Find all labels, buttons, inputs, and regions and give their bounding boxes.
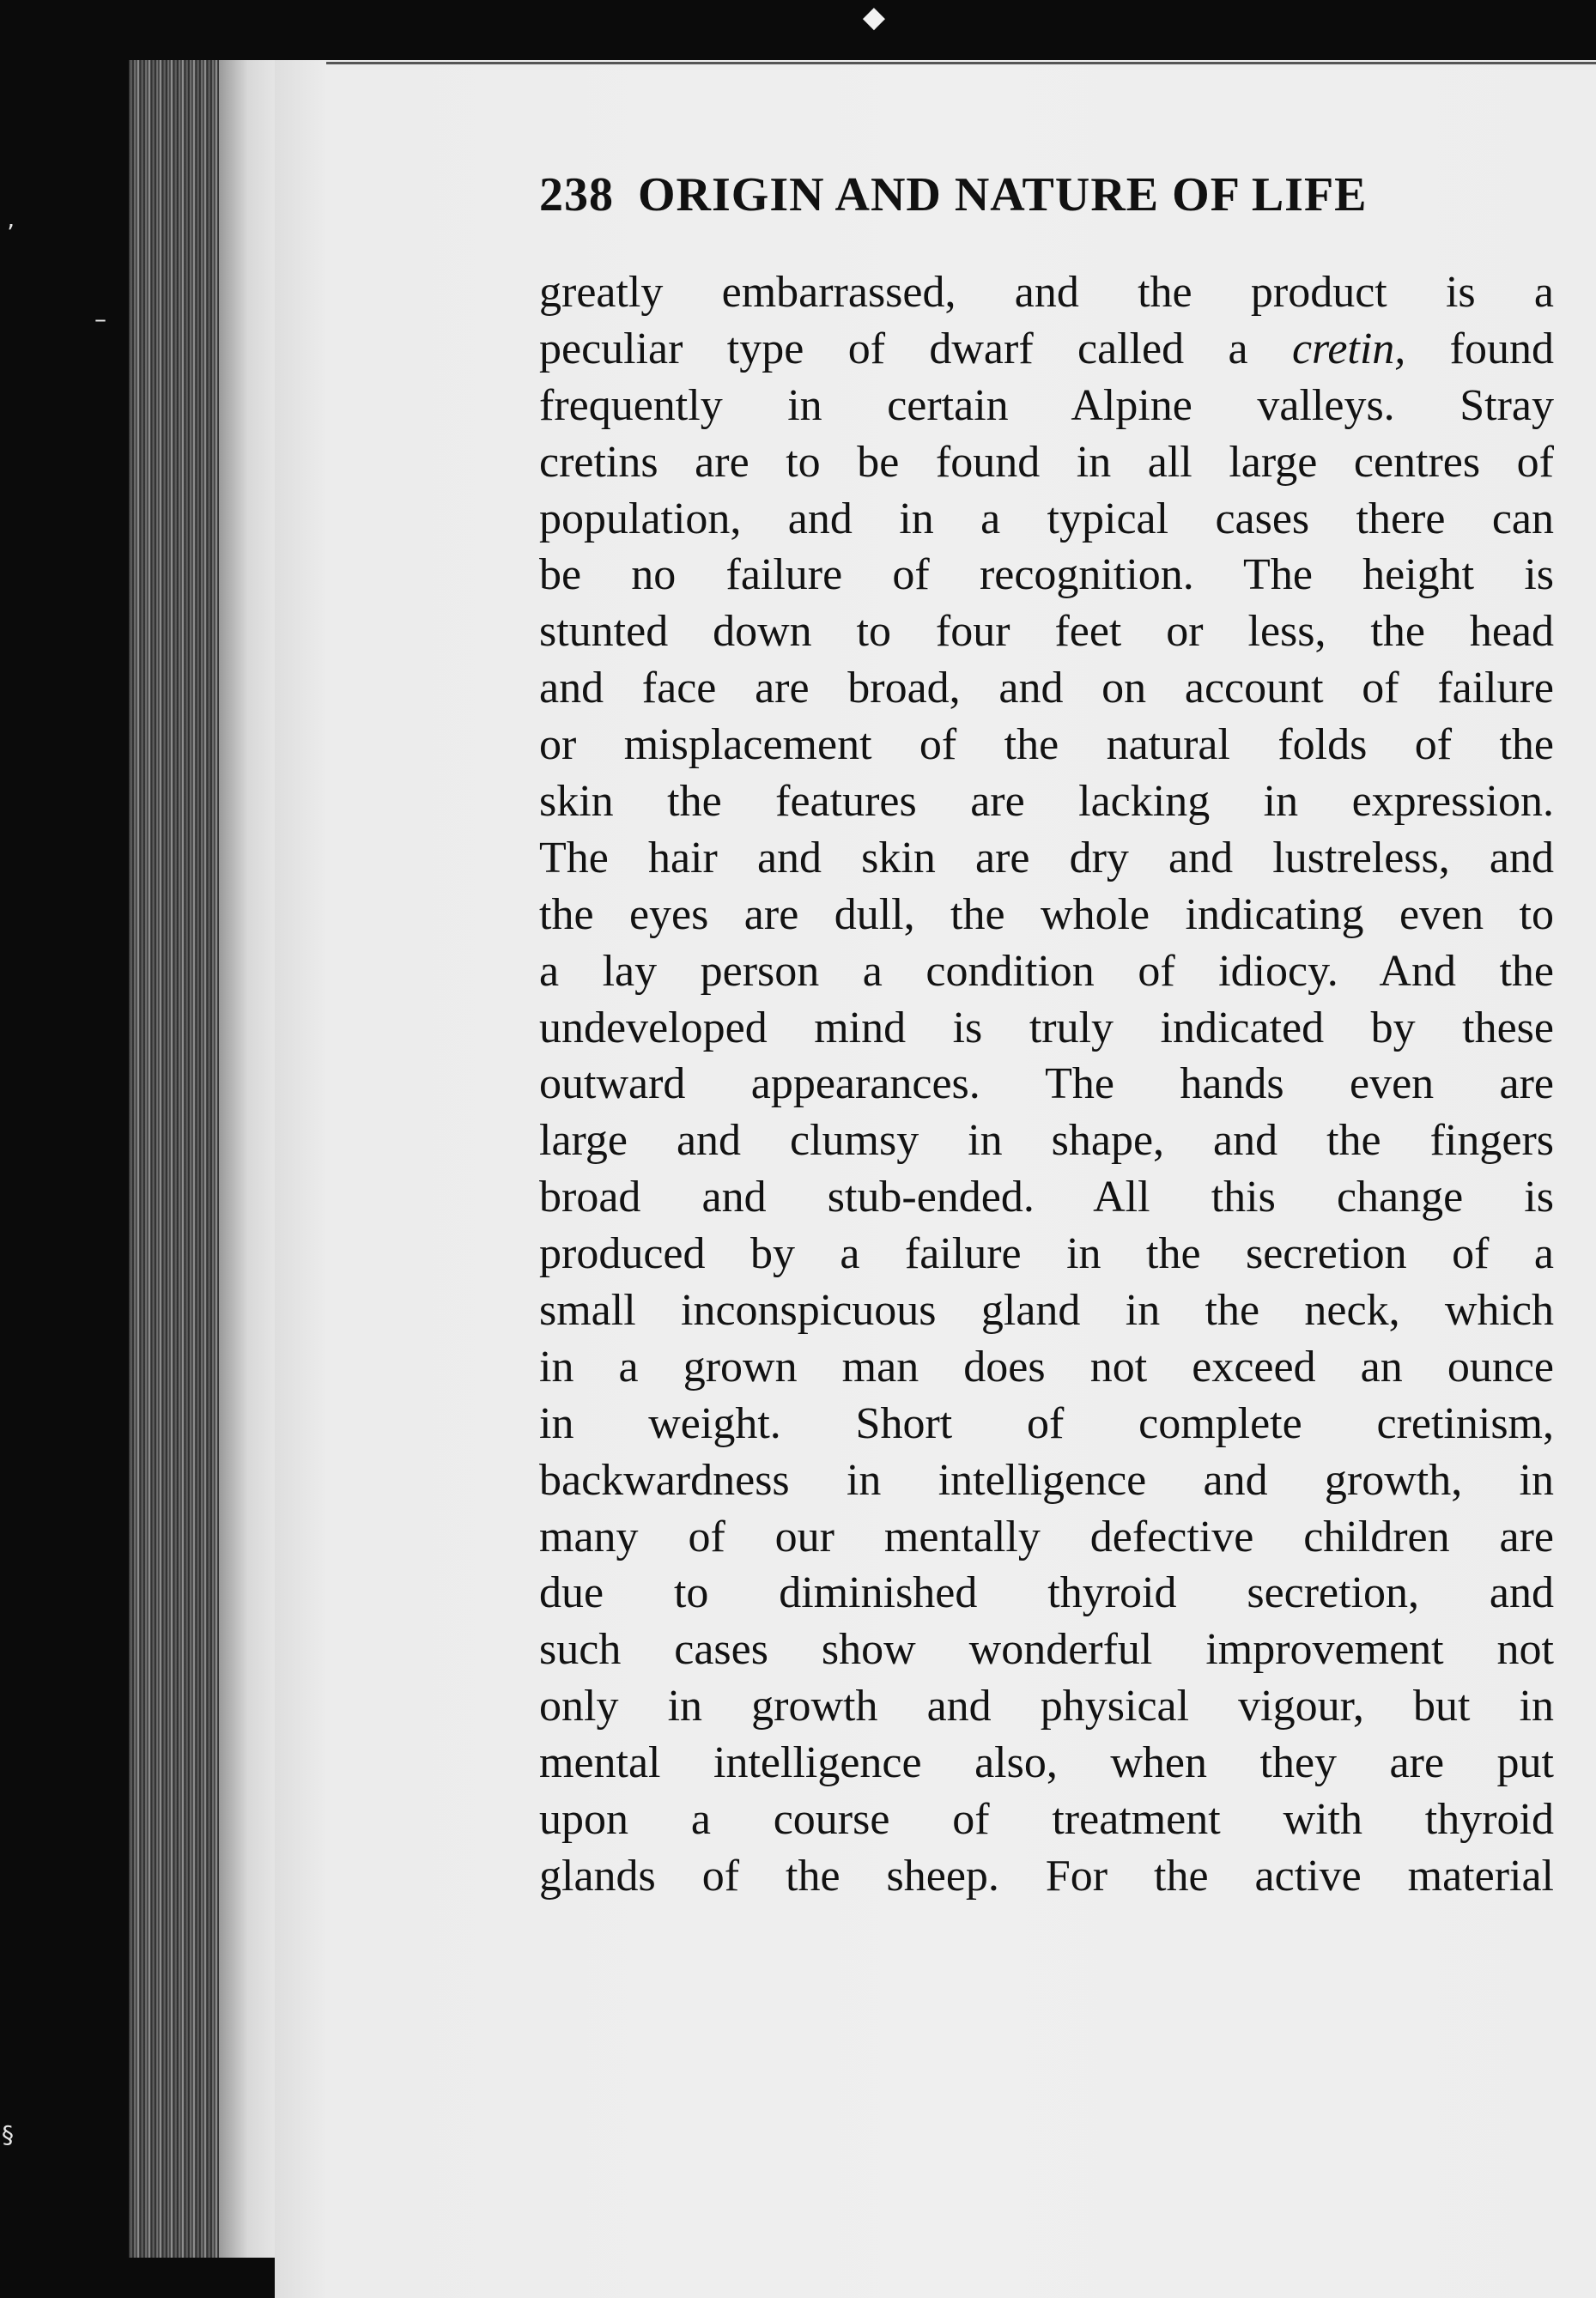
text-line: a lay person a condition of idiocy. And the (539, 946, 1554, 996)
text-line: frequently in certain Alpine valleys. Stray (539, 380, 1554, 430)
text-line (539, 321, 1554, 378)
margin-scan-artifact: § (2, 2120, 14, 2149)
text-line: large and clumsy in shape, and the fingers (539, 1116, 1554, 1166)
text-line: outward appearances. The hands even are (539, 1059, 1554, 1109)
text-line: undeveloped mind is truly indicated by these (539, 1003, 1554, 1052)
text-line: only in growth and physical vigour, but in (539, 1682, 1554, 1731)
body-text (539, 264, 1554, 1905)
text-line: due to diminished thyroid secretion, and (539, 1568, 1554, 1618)
margin-scan-artifact: ’ (7, 219, 15, 247)
text-line: stunted down to four feet or less, the head (539, 607, 1554, 657)
book-page-edge-highlight (219, 60, 283, 2258)
running-title: ORIGIN AND NATURE OF LIFE (638, 168, 1368, 221)
text-line: be no failure of recognition. The height is (539, 550, 1554, 600)
text-line: broad and stub-ended. All this change is (539, 1173, 1554, 1222)
text-line: skin the features are lacking in expression. (539, 777, 1554, 827)
text-line: the eyes are dull, the whole indicating even to (539, 889, 1554, 939)
text-line: glands of the sheep. For the active material (539, 1851, 1554, 1901)
text-line: in a grown man does not exceed an ounce (539, 1342, 1554, 1392)
text-line: in weight. Short of complete cretinism, (539, 1398, 1554, 1448)
text-line: and face are broad, and on account of failure (539, 664, 1554, 713)
text-line: upon a course of treatment with thyroid (539, 1795, 1554, 1845)
text-line: greatly embarrassed, and the product is a (539, 268, 1554, 317)
text-line: The hair and skin are dry and lustreless, and (539, 833, 1554, 882)
text-line: many of our mentally defective children are (539, 1512, 1554, 1561)
italic-term: cretin, (1291, 324, 1406, 373)
page-number: 238 (539, 168, 614, 221)
text-line: such cases show wonderful improvement not (539, 1625, 1554, 1675)
text-line: backwardness in intelligence and growth, in (539, 1455, 1554, 1505)
binding-clip-mark: ◆ (862, 0, 886, 34)
text-line: mental intelligence also, when they are put (539, 1738, 1554, 1788)
text-line-end: found (1449, 324, 1554, 373)
text-line: produced by a failure in the secretion of a (539, 1229, 1554, 1279)
text-line: cretins are to be found in all large centres of (539, 437, 1554, 487)
margin-scan-artifact: – (94, 305, 106, 333)
text-line-start: peculiar type of dwarf called a (539, 324, 1248, 373)
text-line: population, and in a typical cases there can (539, 494, 1554, 543)
page-top-rule (326, 62, 1596, 64)
text-line: or misplacement of the natural folds of the (539, 720, 1554, 770)
running-header (539, 167, 1484, 227)
text-line: small inconspicuous gland in the neck, which (539, 1286, 1554, 1336)
